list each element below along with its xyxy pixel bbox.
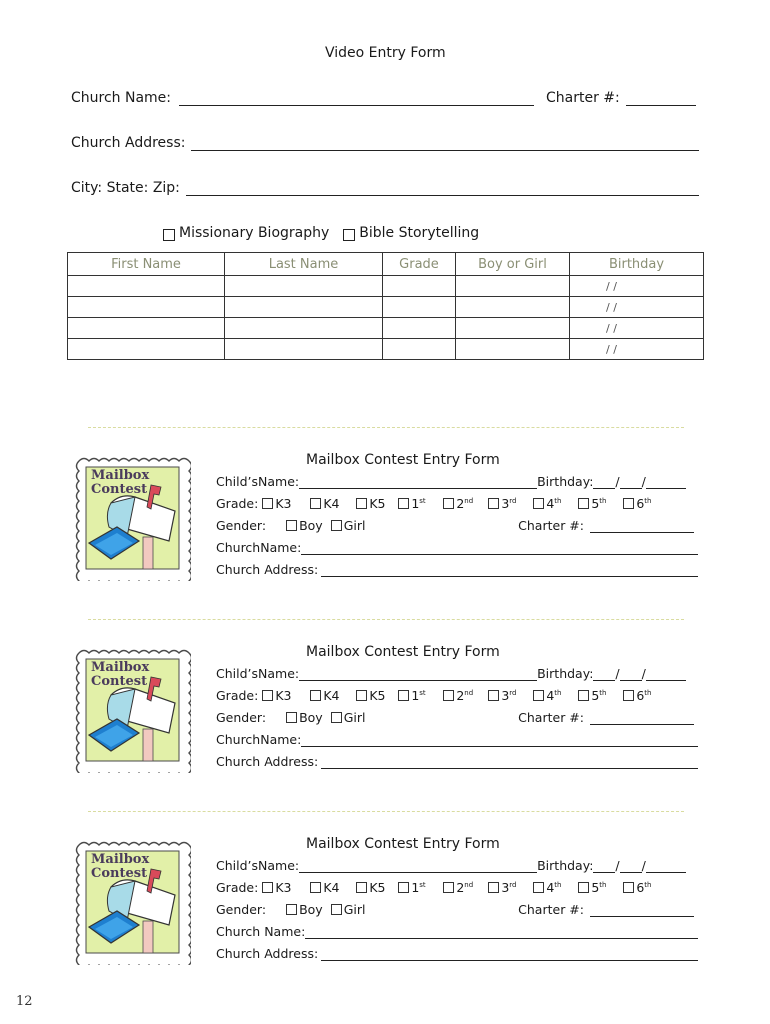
grade-option-label: 5: [591, 880, 600, 895]
grade-checkbox[interactable]: [443, 882, 454, 893]
grade-option: [623, 688, 653, 703]
grade-ordinal-suffix: th: [554, 689, 562, 697]
grade-option-label: K3: [275, 880, 292, 895]
city-state-zip-row: [71, 180, 699, 196]
mailbox-contest-logo: [73, 455, 191, 581]
church-address-field[interactable]: [321, 756, 698, 769]
charter-label: Charter #:: [546, 90, 620, 106]
grade-option: [398, 688, 443, 703]
table-header-row: [68, 253, 704, 276]
gender-row: [216, 902, 694, 917]
grade-option-label: K4: [323, 688, 340, 703]
child-name-row: Child’sName: Birthday: / /: [216, 474, 698, 489]
grade-option: [623, 496, 653, 511]
grade-option: [356, 880, 398, 895]
birthday-year-field[interactable]: [646, 860, 686, 873]
grade-option-label: 1: [411, 496, 420, 511]
charter-label: Charter #:: [518, 518, 584, 533]
video-form-title: Video Entry Form: [325, 45, 446, 61]
boy-label: Boy: [299, 710, 323, 725]
first-name-cell[interactable]: [68, 297, 225, 318]
birthday-label: Birthday:: [537, 858, 594, 873]
boy-label: Boy: [299, 518, 323, 533]
child-name-row: Child’sName: Birthday: / /: [216, 858, 698, 873]
girl-checkbox[interactable]: [331, 712, 342, 723]
entrants-table: [67, 252, 704, 360]
grade-option-label: 5: [591, 496, 600, 511]
church-name-row: [216, 924, 698, 939]
grade-option-label: 4: [546, 496, 555, 511]
child-name-field[interactable]: [299, 860, 537, 873]
gender-row: [216, 710, 694, 725]
grade-option: [356, 688, 398, 703]
grade-ordinal-suffix: th: [554, 497, 562, 505]
grade-cell[interactable]: [383, 276, 456, 297]
boy-checkbox[interactable]: [286, 520, 297, 531]
cut-line: [88, 427, 684, 428]
grade-ordinal-suffix: th: [644, 689, 652, 697]
birthday-month-field[interactable]: [593, 860, 615, 873]
child-name-label: Child’sName:: [216, 666, 300, 681]
grade-option-label: 4: [546, 880, 555, 895]
grade-row: [216, 880, 653, 895]
grade-ordinal-suffix: rd: [509, 497, 517, 505]
logo-text-mailbox: Mailbox: [91, 468, 150, 483]
grade-checkbox[interactable]: [398, 690, 409, 701]
mailbox-contest-logo: [73, 647, 191, 773]
boy-label: Boy: [299, 902, 323, 917]
grade-option: [262, 688, 310, 703]
grade-checkbox[interactable]: [398, 498, 409, 509]
grade-option: [488, 880, 533, 895]
church-address-field[interactable]: [321, 564, 698, 577]
grade-option: [488, 496, 533, 511]
grade-option-label: 3: [501, 496, 510, 511]
grade-checkbox[interactable]: [356, 690, 367, 701]
gender-label: Gender:: [216, 902, 267, 917]
church-name-row: [71, 90, 699, 106]
logo-text-contest: Contest: [91, 674, 148, 689]
gender-cell[interactable]: [456, 297, 570, 318]
header-first-name: First Name: [68, 253, 225, 276]
church-address-label: Church Address:: [216, 946, 319, 961]
mailbox-form-title: Mailbox Contest Entry Form: [306, 452, 500, 468]
church-address-label: Church Address:: [216, 754, 319, 769]
church-name-row: [216, 732, 698, 747]
missionary-biography-label: Missionary Biography: [179, 225, 330, 241]
birthday-cell[interactable]: [570, 297, 704, 318]
mailbox-form-title: Mailbox Contest Entry Form: [306, 836, 500, 852]
grade-checkbox[interactable]: [443, 690, 454, 701]
grade-option-label: 6: [636, 688, 645, 703]
grade-option-label: K5: [369, 688, 386, 703]
grade-option: [623, 880, 653, 895]
grade-option-label: 2: [456, 880, 465, 895]
church-address-row: [216, 946, 698, 961]
grade-option-label: K5: [369, 496, 386, 511]
bible-storytelling-checkbox[interactable]: [343, 229, 355, 241]
grade-option-label: K3: [275, 688, 292, 703]
grade-checkbox[interactable]: [443, 498, 454, 509]
church-name-label: Church Name:: [216, 924, 306, 939]
grade-ordinal-suffix: nd: [464, 497, 474, 505]
birthday-cell[interactable]: [570, 318, 704, 339]
mailbox-contest-logo: [73, 839, 191, 965]
grade-option-label: 1: [411, 688, 420, 703]
table-row: [68, 339, 704, 360]
charter-field[interactable]: [590, 520, 694, 533]
header-last-name: Last Name: [225, 253, 383, 276]
girl-label: Girl: [343, 710, 366, 725]
gender-cell[interactable]: [456, 318, 570, 339]
grade-option: [578, 496, 623, 511]
church-name-label: Church Name:: [71, 90, 172, 106]
grade-option-label: 2: [456, 496, 465, 511]
grade-option: [488, 688, 533, 703]
charter-field[interactable]: [590, 904, 694, 917]
grade-checkbox[interactable]: [623, 882, 634, 893]
grade-option-label: K3: [275, 496, 292, 511]
church-name-field[interactable]: [301, 542, 698, 555]
charter-field[interactable]: [626, 91, 696, 106]
grade-option: [533, 880, 578, 895]
grade-checkbox[interactable]: [533, 882, 544, 893]
grade-checkbox[interactable]: [310, 690, 321, 701]
header-birthday: Birthday: [570, 253, 704, 276]
grade-checkbox[interactable]: [578, 882, 589, 893]
grade-label: Grade:: [216, 496, 259, 511]
birthday-day-field[interactable]: [620, 668, 642, 681]
grade-option-label: 5: [591, 688, 600, 703]
grade-option: [310, 880, 356, 895]
grade-option-label: 6: [636, 496, 645, 511]
grade-option: [578, 688, 623, 703]
birthday-year-field[interactable]: [646, 668, 686, 681]
grade-ordinal-suffix: th: [644, 497, 652, 505]
church-name-field[interactable]: [305, 926, 698, 939]
birthday-placeholder: / /: [606, 279, 617, 293]
church-address-label: Church Address:: [71, 135, 186, 151]
grade-checkbox[interactable]: [488, 690, 499, 701]
boy-checkbox[interactable]: [286, 904, 297, 915]
first-name-cell[interactable]: [68, 339, 225, 360]
gender-label: Gender:: [216, 710, 267, 725]
grade-option: [310, 496, 356, 511]
table-row: [68, 297, 704, 318]
grade-ordinal-suffix: th: [644, 881, 652, 889]
girl-checkbox[interactable]: [331, 520, 342, 531]
child-name-row: Child’sName: Birthday: / /: [216, 666, 698, 681]
grade-ordinal-suffix: th: [599, 689, 607, 697]
first-name-cell[interactable]: [68, 276, 225, 297]
birthday-year-field[interactable]: [646, 476, 686, 489]
grade-option-label: 2: [456, 688, 465, 703]
grade-option-label: K5: [369, 880, 386, 895]
grade-ordinal-suffix: nd: [464, 689, 474, 697]
church-name-field[interactable]: [301, 734, 698, 747]
grade-checkbox[interactable]: [310, 498, 321, 509]
charter-label: Charter #:: [518, 710, 584, 725]
girl-label: Girl: [343, 518, 366, 533]
birthday-placeholder: / /: [606, 342, 617, 356]
grade-checkbox[interactable]: [533, 690, 544, 701]
birthday-label: Birthday:: [537, 666, 594, 681]
grade-option: [533, 688, 578, 703]
grade-option: [356, 496, 398, 511]
grade-ordinal-suffix: th: [599, 881, 607, 889]
city-state-zip-field[interactable]: [186, 181, 699, 196]
grade-ordinal-suffix: rd: [509, 689, 517, 697]
grade-checkbox[interactable]: [356, 882, 367, 893]
grade-ordinal-suffix: st: [419, 689, 426, 697]
grade-option: [578, 880, 623, 895]
grade-option-label: 1: [411, 880, 420, 895]
child-name-field[interactable]: [299, 476, 537, 489]
gender-label: Gender:: [216, 518, 267, 533]
grade-cell[interactable]: [383, 297, 456, 318]
church-address-field[interactable]: [321, 948, 698, 961]
grade-option: [398, 496, 443, 511]
grade-option-label: 3: [501, 688, 510, 703]
church-address-field[interactable]: [191, 136, 699, 151]
charter-field[interactable]: [590, 712, 694, 725]
grade-checkbox[interactable]: [623, 498, 634, 509]
logo-text-contest: Contest: [91, 482, 148, 497]
grade-ordinal-suffix: th: [599, 497, 607, 505]
grade-option-label: K4: [323, 496, 340, 511]
last-name-cell[interactable]: [225, 339, 383, 360]
last-name-cell[interactable]: [225, 276, 383, 297]
missionary-biography-checkbox[interactable]: [163, 229, 175, 241]
grade-ordinal-suffix: st: [419, 497, 426, 505]
cut-line: [88, 811, 684, 812]
grade-option-label: 3: [501, 880, 510, 895]
grade-ordinal-suffix: rd: [509, 881, 517, 889]
grade-option: [533, 496, 578, 511]
birthday-cell[interactable]: [570, 276, 704, 297]
first-name-cell[interactable]: [68, 318, 225, 339]
boy-checkbox[interactable]: [286, 712, 297, 723]
mailbox-form-title: Mailbox Contest Entry Form: [306, 644, 500, 660]
grade-option: [398, 880, 443, 895]
grade-checkbox[interactable]: [262, 882, 273, 893]
grade-option: [262, 880, 310, 895]
gender-row: [216, 518, 694, 533]
birthday-day-field[interactable]: [620, 476, 642, 489]
church-address-row: [216, 754, 698, 769]
grade-row: [216, 688, 653, 703]
child-name-field[interactable]: [299, 668, 537, 681]
last-name-cell[interactable]: [225, 297, 383, 318]
grade-checkbox[interactable]: [488, 498, 499, 509]
last-name-cell[interactable]: [225, 318, 383, 339]
church-address-row: [216, 562, 698, 577]
girl-label: Girl: [343, 902, 366, 917]
grade-ordinal-suffix: th: [554, 881, 562, 889]
grade-option-label: K4: [323, 880, 340, 895]
birthday-placeholder: / /: [606, 300, 617, 314]
grade-option: [262, 496, 310, 511]
birthday-day-field[interactable]: [620, 860, 642, 873]
gender-cell[interactable]: [456, 339, 570, 360]
grade-option-label: 4: [546, 688, 555, 703]
child-name-label: Child’sName:: [216, 474, 300, 489]
girl-checkbox[interactable]: [331, 904, 342, 915]
birthday-label: Birthday:: [537, 474, 594, 489]
logo-text-contest: Contest: [91, 866, 148, 881]
city-state-zip-label: City: State: Zip:: [71, 180, 180, 196]
cut-line: [88, 619, 684, 620]
grade-label: Grade:: [216, 688, 259, 703]
birthday-cell[interactable]: [570, 339, 704, 360]
grade-checkbox[interactable]: [533, 498, 544, 509]
church-address-label: Church Address:: [216, 562, 319, 577]
bible-storytelling-label: Bible Storytelling: [359, 225, 480, 241]
child-name-label: Child’sName:: [216, 858, 300, 873]
birthday-month-field[interactable]: [593, 476, 615, 489]
church-name-field[interactable]: [179, 91, 534, 106]
birthday-placeholder: / /: [606, 321, 617, 335]
logo-text-mailbox: Mailbox: [91, 660, 150, 675]
grade-checkbox[interactable]: [356, 498, 367, 509]
grade-checkbox[interactable]: [578, 690, 589, 701]
church-address-row: [71, 135, 699, 151]
grade-option: [443, 688, 488, 703]
grade-option: [310, 688, 356, 703]
table-row: [68, 276, 704, 297]
grade-cell[interactable]: [383, 318, 456, 339]
charter-label: Charter #:: [518, 902, 584, 917]
header-boy-or-girl: Boy or Girl: [456, 253, 570, 276]
grade-checkbox[interactable]: [262, 498, 273, 509]
category-options: [163, 225, 479, 241]
grade-option: [443, 880, 488, 895]
grade-row: [216, 496, 653, 511]
header-grade: Grade: [383, 253, 456, 276]
logo-text-mailbox: Mailbox: [91, 852, 150, 867]
page-number: 12: [16, 994, 33, 1009]
grade-checkbox[interactable]: [488, 882, 499, 893]
birthday-month-field[interactable]: [593, 668, 615, 681]
grade-ordinal-suffix: nd: [464, 881, 474, 889]
grade-checkbox[interactable]: [262, 690, 273, 701]
table-row: [68, 318, 704, 339]
grade-cell[interactable]: [383, 339, 456, 360]
grade-checkbox[interactable]: [398, 882, 409, 893]
grade-label: Grade:: [216, 880, 259, 895]
church-name-label: ChurchName:: [216, 732, 302, 747]
grade-option-label: 6: [636, 880, 645, 895]
grade-checkbox[interactable]: [310, 882, 321, 893]
grade-ordinal-suffix: st: [419, 881, 426, 889]
church-name-row: [216, 540, 698, 555]
church-name-label: ChurchName:: [216, 540, 302, 555]
grade-checkbox[interactable]: [578, 498, 589, 509]
grade-option: [443, 496, 488, 511]
gender-cell[interactable]: [456, 276, 570, 297]
grade-checkbox[interactable]: [623, 690, 634, 701]
